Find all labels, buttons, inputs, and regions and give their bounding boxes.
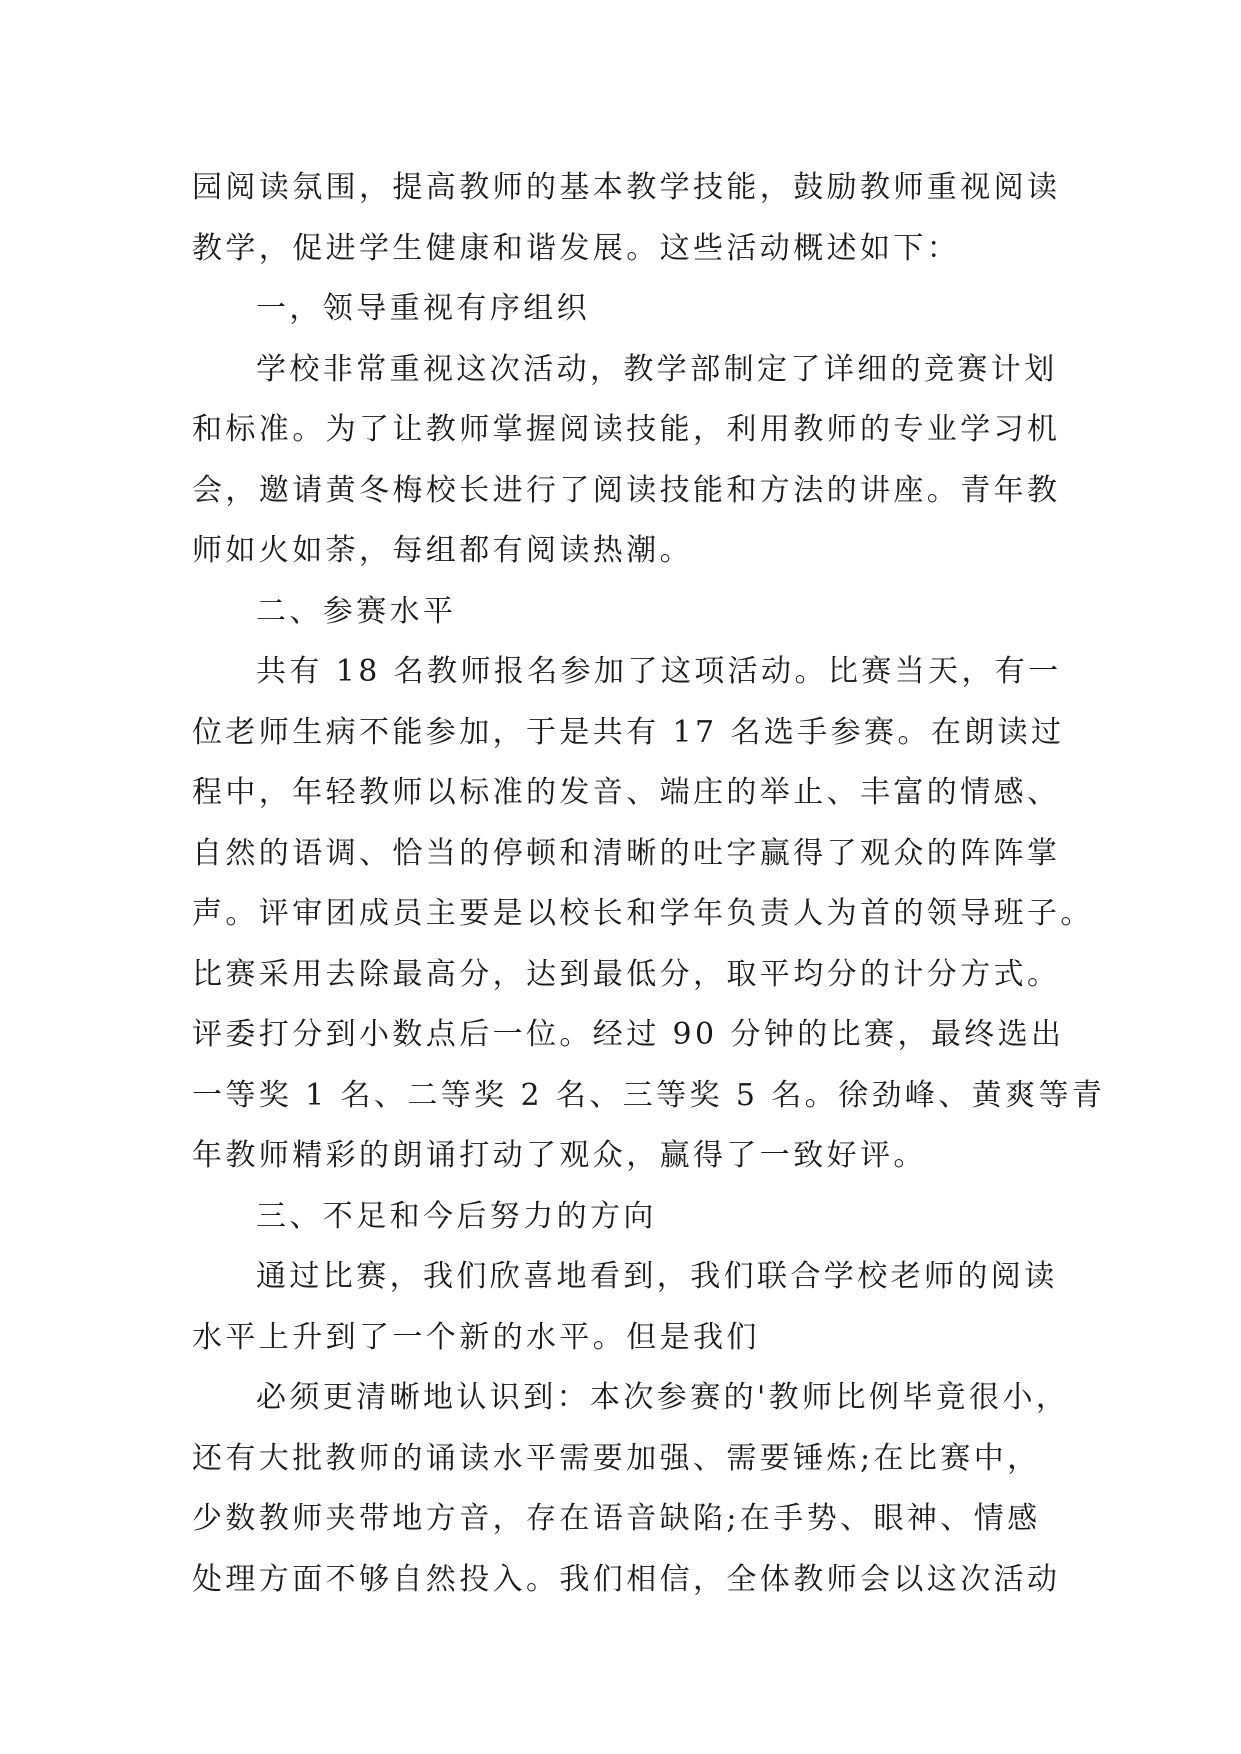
text-line: 还有大批教师的诵读水平需要加强、需要锤炼;在比赛中， (192, 1440, 1041, 1476)
section-heading: 一，领导重视有序组织 (256, 291, 590, 326)
text-line: 声。评审团成员主要是以校长和学年负责人为首的领导班子。 (192, 896, 1094, 931)
text-line: 水平上升到了一个新的水平。但是我们 (192, 1319, 760, 1355)
text-line: 少数教师夹带地方音，存在语音缺陷;在手势、眼神、情感 (192, 1501, 1041, 1536)
text-line: 和标准。为了让教师掌握阅读技能，利用教师的专业学习机 (192, 412, 1061, 447)
text-line: 年教师精彩的朗诵打动了观众，赢得了一致好评。 (192, 1138, 927, 1173)
text-line: 学校非常重视这次活动，教学部制定了详细的竞赛计划 (256, 351, 1058, 387)
text-line: 必须更清晰地认识到：本次参赛的'教师比例毕竟很小， (256, 1380, 1070, 1415)
text-line: 程中，年轻教师以标准的发音、端庄的举止、丰富的情感、 (192, 775, 1061, 810)
text-line: 园阅读氛围，提高教师的基本教学技能，鼓励教师重视阅读 (192, 170, 1061, 205)
text-line: 共有 18 名教师报名参加了这项活动。比赛当天，有一 (256, 654, 1062, 689)
text-line: 会，邀请黄冬梅校长进行了阅读技能和方法的讲座。青年教 (192, 472, 1061, 508)
text-line: 自然的语调、恰当的停顿和清晰的吐字赢得了观众的阵阵掌 (192, 835, 1061, 871)
text-line: 通过比赛，我们欣喜地看到，我们联合学校老师的阅读 (256, 1259, 1058, 1294)
text-line: 一等奖 1 名、二等奖 2 名、三等奖 5 名。徐劲峰、黄爽等青 (192, 1077, 1106, 1113)
document-body (192, 158, 1106, 1610)
text-line: 教学，促进学生健康和谐发展。这些活动概述如下： (192, 230, 961, 266)
text-line: 评委打分到小数点后一位。经过 90 分钟的比赛，最终选出 (192, 1017, 1065, 1052)
text-line: 比赛采用去除最高分，达到最低分，取平均分的计分方式。 (192, 956, 1061, 992)
text-line: 处理方面不够自然投入。我们相信，全体教师会以这次活动 (192, 1561, 1061, 1597)
text-line: 师如火如荼，每组都有阅读热潮。 (192, 533, 693, 568)
section-heading: 二、参赛水平 (256, 593, 457, 629)
text-line: 位老师生病不能参加，于是共有 17 名选手参赛。在朗读过 (192, 714, 1065, 750)
section-heading: 三、不足和今后努力的方向 (256, 1198, 657, 1234)
